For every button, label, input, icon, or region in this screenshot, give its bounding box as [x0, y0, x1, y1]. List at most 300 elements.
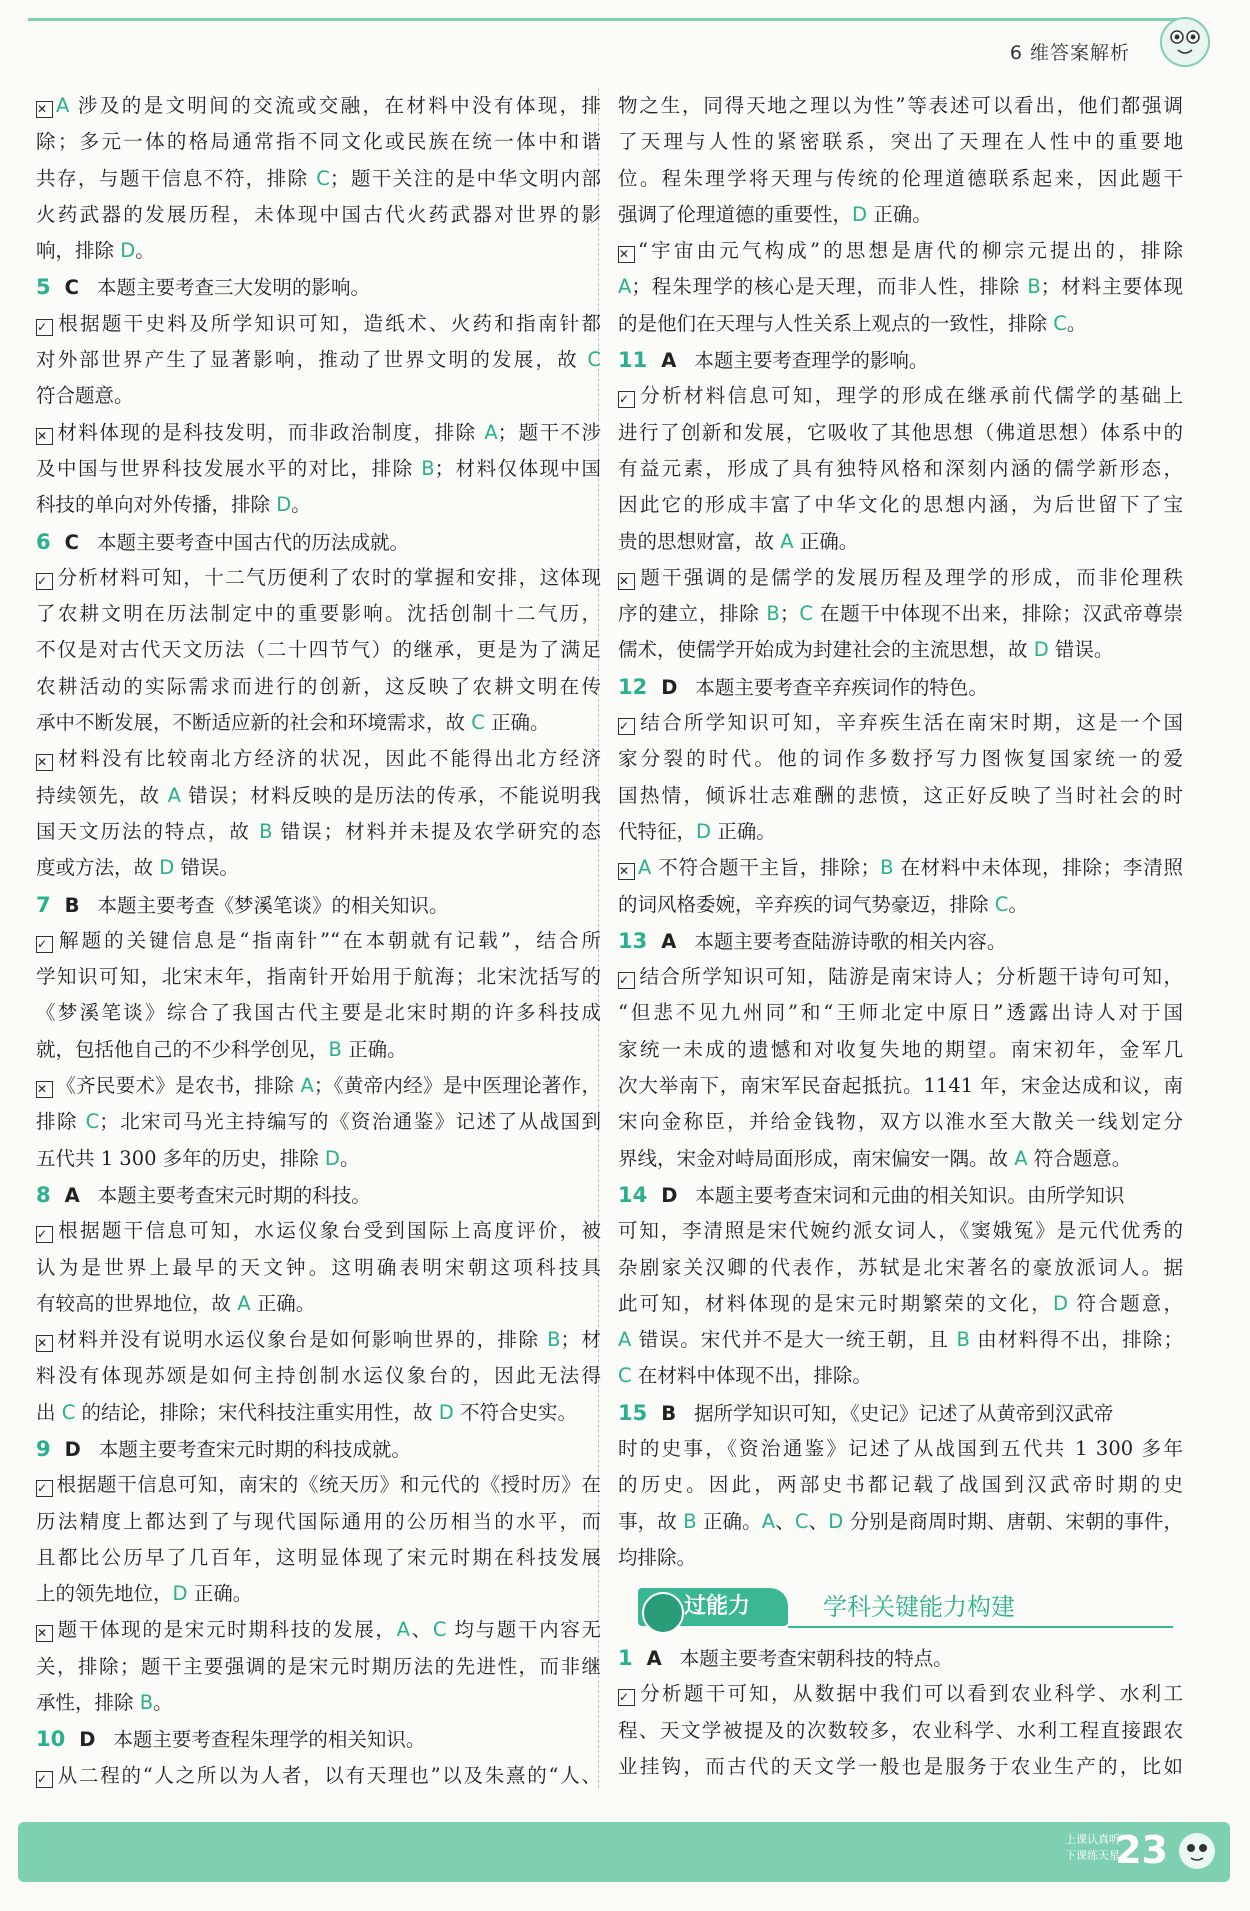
text-line	[618, 632, 1183, 668]
text-run: 、	[775, 1509, 795, 1533]
question-number: 5	[36, 275, 51, 300]
text-run: ；《黄帝内经》是中医理论著作，	[313, 1074, 601, 1098]
text-line	[36, 1467, 601, 1503]
text-run: 题干体现的是宋元时期科技的发展，	[56, 1618, 397, 1642]
text-run: 本题主要考查宋元时期的科技。	[97, 1183, 371, 1207]
text-run: 时的史事，《资治通鉴》记述了从战国到五代共 1 300 多年	[618, 1436, 1183, 1460]
text-run: ；材料主要体现	[1040, 275, 1183, 299]
text-run: 的是他们在天理与人性关系上观点的一致性，排除	[618, 311, 1054, 335]
text-run: 。	[1066, 311, 1087, 335]
text-line	[618, 1467, 1183, 1503]
answer-letter: D	[64, 1437, 81, 1461]
cross-box-icon: ✕	[36, 428, 53, 445]
text-run: 。	[153, 1691, 173, 1715]
text-run: 由材料得不出，排除；	[969, 1328, 1183, 1352]
question-answer-line	[618, 923, 1183, 959]
text-run: ；北宋司马光主持编写的《资治通鉴》记述了从战国到	[99, 1110, 601, 1134]
footer-bar	[18, 1822, 1230, 1882]
text-run: 科技的单向对外传播，排除	[36, 493, 277, 517]
option-letter: C	[1053, 311, 1067, 335]
text-run: 及中国与世界科技发展水平的对比，排除	[36, 456, 422, 480]
check-box-icon: ✓	[36, 936, 53, 953]
option-letter: A	[396, 1618, 410, 1642]
option-letter: B	[328, 1037, 342, 1061]
option-letter: D	[276, 493, 292, 517]
text-run: 错误。	[174, 856, 239, 880]
check-box-icon: ✓	[618, 718, 635, 735]
option-letter: C	[432, 1618, 447, 1642]
text-run: 就，包括他自己的不少科学创见，	[36, 1037, 329, 1061]
text-run: ；材	[560, 1328, 601, 1352]
question-number: 12	[618, 674, 648, 699]
text-run: 本题主要考查三大发明的影响。	[96, 276, 370, 300]
text-run: 贵的思想财富，故	[618, 529, 781, 553]
option-letter: B	[1027, 275, 1041, 299]
text-line	[618, 1358, 1183, 1394]
text-line	[36, 814, 601, 850]
text-line	[618, 1431, 1183, 1467]
option-letter: C	[618, 1364, 632, 1388]
text-line	[618, 487, 1183, 523]
text-line	[618, 1032, 1183, 1068]
left-column	[36, 88, 601, 1794]
question-number: 10	[36, 1727, 66, 1752]
text-run: 五代共 1 300 多年的历史，排除	[36, 1146, 325, 1170]
question-number: 15	[618, 1400, 648, 1425]
text-line	[36, 1612, 601, 1648]
text-line	[618, 524, 1183, 560]
answer-letter: A	[64, 1183, 80, 1207]
text-run: 宋向金称臣，并给金钱物，双方以淮水至大散关一线划定分	[618, 1110, 1183, 1134]
text-run: 根据题干信息可知，南宋的《统天历》和元代的《授时历》在	[56, 1473, 601, 1497]
text-run: 承性，排除	[36, 1691, 140, 1715]
option-letter: A	[761, 1509, 776, 1533]
text-run: ；题干不涉	[497, 420, 601, 444]
text-line	[618, 88, 1183, 124]
option-letter: D	[120, 239, 136, 263]
cross-box-icon: ✕	[618, 863, 635, 880]
option-letter: A	[484, 420, 498, 444]
text-run: 认为是世界上最早的天文钟。这明确表明宋朝这项科技具	[36, 1255, 601, 1279]
text-line	[618, 1676, 1183, 1712]
text-line	[618, 269, 1183, 305]
option-letter: C	[799, 602, 813, 626]
text-line	[36, 415, 601, 451]
text-run: 进行了创新和发展，它吸收了其他思想（佛道思想）体系中的	[618, 420, 1183, 444]
question-number: 7	[36, 892, 51, 917]
slogan-line-1: 上课认真听	[1065, 1833, 1120, 1846]
slogan-line-2: 下课练天星	[1065, 1849, 1120, 1862]
text-line	[36, 451, 601, 487]
text-run: 。	[291, 493, 311, 517]
text-line	[36, 560, 601, 596]
question-number: 6	[36, 529, 51, 554]
option-letter: C	[587, 348, 601, 372]
text-run: 的结论，排除；宋代科技注重实用性，故	[75, 1400, 439, 1424]
text-line	[36, 741, 601, 777]
text-run: 错误；材料反映的是历法的传承，不能说明我	[180, 783, 601, 807]
question-answer-line	[36, 1721, 601, 1757]
section-rule	[788, 1626, 1173, 1628]
text-run: 解题的关键信息是“指南针”“在本朝就有记载”，结合所	[56, 928, 601, 952]
text-line	[36, 596, 601, 632]
cross-box-icon: ✕	[36, 1335, 53, 1352]
badge-emblem-icon	[642, 1592, 684, 1634]
option-letter: A	[638, 856, 652, 880]
text-run: 代特征，	[618, 819, 697, 843]
option-letter: D	[852, 202, 868, 226]
text-run: 正确。	[867, 202, 932, 226]
text-run: 可知，李清照是宋代婉约派女词人，《窦娥冤》是元代优秀的	[618, 1219, 1183, 1243]
text-run: 结合所学知识可知，辛弃疾生活在南宋时期，这是一个国	[638, 711, 1183, 735]
text-line	[36, 1540, 601, 1576]
answer-letter: D	[79, 1728, 96, 1752]
text-run: 本题主要考查宋朝科技的特点。	[679, 1647, 953, 1671]
check-box-icon: ✓	[618, 1689, 635, 1706]
question-answer-line	[618, 1177, 1183, 1213]
option-letter: A	[618, 275, 632, 299]
text-run: 本题主要考查宋元时期的科技成就。	[98, 1437, 411, 1461]
text-line	[36, 995, 601, 1031]
text-line	[36, 1250, 601, 1286]
text-run: 物之生，同得天地之理以为性”等表述可以看出，他们都强调	[618, 94, 1183, 117]
option-letter: D	[696, 819, 712, 843]
text-run: 错误。	[1048, 638, 1114, 662]
text-run: 结合所学知识可知，陆游是南宋诗人；分析题干诗句可知，	[638, 965, 1183, 989]
answer-letter: D	[661, 675, 678, 699]
text-line	[36, 197, 601, 233]
text-run: 正确。	[484, 711, 550, 735]
text-line	[36, 1068, 601, 1104]
text-run: 有益元素，形成了具有独特风格和深刻内涵的儒学新形态，	[618, 456, 1183, 480]
option-letter: C	[316, 166, 330, 190]
question-answer-line	[36, 269, 601, 305]
text-line	[618, 415, 1183, 451]
text-run: 。	[135, 239, 155, 263]
text-run: 正确。	[711, 819, 776, 843]
text-line	[36, 1358, 601, 1394]
text-run: 且都比公历早了几百年，这明显体现了宋元时期在科技发展	[36, 1545, 601, 1569]
text-run: 分析材料可知，十二气历便利了农时的掌握和安排，这体现	[56, 565, 601, 589]
text-line	[618, 197, 1183, 233]
cross-box-icon: ✕	[618, 246, 635, 263]
text-line	[618, 1068, 1183, 1104]
text-run: 共存，与题干信息不符，排除	[36, 166, 317, 190]
text-run: 正确。	[696, 1509, 762, 1533]
option-letter: A	[237, 1291, 251, 1315]
text-run: 响，排除	[36, 239, 121, 263]
cross-box-icon: ✕	[36, 754, 53, 771]
text-run: 的词风格委婉，辛弃疾的词气势豪迈，排除	[618, 892, 995, 916]
text-run: 在材料中体现不出，排除。	[631, 1364, 872, 1388]
text-run: 了天理与人性的紧密联系，突出了天理在人性中的重要地	[618, 130, 1183, 154]
option-letter: A	[300, 1074, 314, 1098]
text-line	[618, 959, 1183, 995]
text-line	[36, 1141, 601, 1177]
text-run: 家统一未成的遗憾和对收复失地的期望。南宋初年，金军几	[618, 1037, 1183, 1061]
option-letter: C	[794, 1509, 809, 1533]
text-line	[618, 451, 1183, 487]
text-run: 程、天文学被提及的次数较多，农业科学、水利工程直接跟农	[618, 1718, 1183, 1742]
section-heading	[618, 1580, 1183, 1634]
option-letter: D	[828, 1509, 844, 1533]
text-run: 、	[808, 1509, 829, 1533]
text-run: ；材料仅体现中国	[434, 456, 601, 480]
text-line	[618, 1213, 1183, 1249]
mascot-icon	[1150, 10, 1220, 70]
answer-letter: C	[64, 530, 79, 554]
text-line	[36, 1286, 601, 1322]
text-run: 。	[339, 1146, 360, 1170]
option-letter: A	[780, 529, 794, 553]
text-run: 历法精度上都达到了与现代国际通用的公历相当的水平，而	[36, 1509, 601, 1533]
text-run: 本题主要考查宋词和元曲的相关知识。由所学知识	[695, 1183, 1125, 1207]
text-line	[618, 814, 1183, 850]
text-run: 本题主要考查程朱理学的相关知识。	[113, 1728, 426, 1752]
text-run: 位。程朱理学将天理与传统的伦理道德联系起来，因此题干	[618, 166, 1183, 190]
check-box-icon: ✓	[36, 573, 53, 590]
option-letter: C	[61, 1400, 76, 1424]
footer-slogan	[1065, 1832, 1120, 1864]
text-line	[36, 378, 601, 414]
text-line	[36, 88, 601, 124]
text-line	[618, 560, 1183, 596]
question-answer-line	[36, 524, 601, 560]
text-run: ；题干关注的是中华文明内部	[329, 166, 601, 190]
text-run: 正确。	[341, 1037, 407, 1061]
text-line	[618, 1540, 1183, 1576]
text-run: 本题主要考查中国古代的历法成就。	[96, 530, 409, 554]
text-line	[36, 161, 601, 197]
text-run: 。	[1008, 892, 1028, 916]
text-run: “宇宙由元气构成”的思想是唐代的柳宗元提出的，排除	[638, 239, 1183, 263]
question-answer-line	[618, 669, 1183, 705]
text-run: 根据题干史料及所学知识可知，造纸术、火药和指南针都	[56, 311, 601, 335]
text-run: 的历史。因此，两部史书都记载了战国到汉武帝时期的史	[618, 1473, 1183, 1497]
cross-box-icon: ✕	[36, 1081, 53, 1098]
text-line	[36, 669, 601, 705]
question-answer-line	[618, 1395, 1183, 1431]
text-run: ；程朱理学的核心是天理，而非人性，排除	[631, 275, 1028, 299]
text-run: 家分裂的时代。他的词作多数抒写力图恢复国家统一的爱	[618, 747, 1183, 771]
text-line	[618, 705, 1183, 741]
text-run: 业挂钩，而古代的天文学一般也是服务于农业生产的，比如	[618, 1755, 1183, 1779]
text-run: 序的建立，排除	[618, 602, 767, 626]
text-run: 排除	[36, 1110, 86, 1134]
question-number: 1	[618, 1646, 633, 1671]
page-number: 23	[1115, 1828, 1168, 1872]
text-run: 题干强调的是儒学的发展历程及理学的形成，而非伦理秩	[638, 565, 1183, 589]
text-line	[618, 1749, 1183, 1785]
text-line	[618, 1141, 1183, 1177]
text-run: 因此它的形成丰富了中华文化的思想内涵，为后世留下了宝	[618, 493, 1183, 517]
text-line	[36, 306, 601, 342]
text-run: 正确。	[793, 529, 859, 553]
text-run: 分析材料信息可知，理学的形成在继承前代儒学的基础上	[638, 384, 1183, 408]
answer-letter: C	[64, 276, 79, 300]
text-line	[36, 778, 601, 814]
text-line	[36, 1685, 601, 1721]
text-line	[618, 1250, 1183, 1286]
section-badge	[638, 1588, 788, 1626]
text-run: 在材料中未体现，排除；李清照	[893, 856, 1183, 880]
text-line	[36, 233, 601, 269]
text-run: 错误；材料并未提及农学研究的态	[272, 819, 601, 843]
text-run: 出	[36, 1400, 62, 1424]
option-letter: C	[85, 1110, 100, 1134]
text-run: 学知识可知，北宋末年，指南针开始用于航海；北宋沈括写的	[36, 965, 601, 989]
text-run: 度或方法，故	[36, 856, 160, 880]
text-line	[618, 1504, 1183, 1540]
option-letter: D	[172, 1582, 188, 1606]
text-line	[618, 233, 1183, 269]
page-header-title: 6 维答案解析	[1009, 42, 1130, 64]
text-line	[36, 850, 601, 886]
text-run: ；	[779, 602, 800, 626]
option-letter: B	[547, 1328, 561, 1352]
text-line	[36, 1322, 601, 1358]
text-run: 此可知，材料体现的是宋元时期繁荣的文化，	[618, 1291, 1054, 1315]
text-run: 根据题干信息可知，水运仪象台受到国际上高度评价，被	[56, 1219, 601, 1243]
text-line	[36, 632, 601, 668]
text-run: 儒术，使儒学开始成为封建社会的主流思想，故	[618, 638, 1034, 662]
answer-letter: A	[661, 349, 677, 373]
text-run: 在题干中体现不出来，排除；汉武帝尊崇	[812, 602, 1183, 626]
header-rule	[28, 18, 1178, 21]
text-line	[36, 1649, 601, 1685]
text-run: 农耕活动的实际需求而进行的创新，这反映了农耕文明在传	[36, 674, 601, 698]
text-line	[618, 1713, 1183, 1749]
text-run: 本题主要考查理学的影响。	[694, 349, 929, 373]
text-line	[36, 1758, 601, 1794]
text-run: 对外部世界产生了显著影响，推动了世界文明的发展，故	[36, 348, 588, 372]
text-run: 材料体现的是科技发明，而非政治制度，排除	[56, 420, 485, 444]
text-line	[36, 487, 601, 523]
text-run: 国天文历法的特点，故	[36, 819, 260, 843]
text-run: 材料没有比较南北方经济的状况，因此不能得出北方经济	[56, 747, 601, 771]
text-line	[36, 959, 601, 995]
text-line	[36, 1213, 601, 1249]
text-line	[36, 124, 601, 160]
option-letter: D	[159, 856, 175, 880]
text-line	[618, 378, 1183, 414]
text-line	[36, 1395, 601, 1431]
option-letter: C	[471, 711, 485, 735]
text-run: 符合题意。	[36, 384, 134, 408]
text-run: 符合题意，	[1068, 1291, 1183, 1315]
text-run: 不符合史实。	[453, 1400, 577, 1424]
answer-letter: B	[64, 893, 80, 917]
text-line	[618, 596, 1183, 632]
text-run: 本题主要考查辛弃疾词作的特色。	[695, 675, 988, 699]
text-run: “但悲不见九州同”和“王师北定中原日”透露出诗人对于国	[618, 1001, 1183, 1025]
text-run: 符合题意。	[1027, 1146, 1132, 1170]
text-run: 关，排除；题干主要强调的是宋元时期历法的先进性，而非继	[36, 1654, 601, 1678]
question-answer-line	[36, 887, 601, 923]
question-number: 9	[36, 1436, 51, 1461]
option-letter: D	[1053, 1291, 1069, 1315]
text-run: 承中不断发展，不断适应新的社会和环境需求，故	[36, 711, 472, 735]
text-run: 界线，宋金对峙局面形成，南宋偏安一隅。故	[618, 1146, 1015, 1170]
check-box-icon: ✓	[618, 391, 635, 408]
answer-letter: A	[661, 929, 677, 953]
text-run: 分析题干可知，从数据中我们可以看到农业科学、水利工	[638, 1682, 1183, 1706]
text-line	[36, 1032, 601, 1068]
text-run: 、	[409, 1618, 433, 1642]
text-run: 不符合题干主旨，排除；	[651, 856, 881, 880]
footer-mascot-icon	[1172, 1826, 1222, 1876]
text-run: 杂剧家关汉卿的代表作，苏轼是北宋著名的豪放派词人。据	[618, 1255, 1183, 1279]
answer-letter: A	[646, 1647, 662, 1671]
text-line	[36, 342, 601, 378]
text-run: 事，故	[618, 1509, 684, 1533]
option-letter: C	[994, 892, 1009, 916]
text-run: 从二程的“人之所以为人者，以有天理也”以及朱熹的“人、	[56, 1763, 601, 1787]
text-line	[618, 306, 1183, 342]
option-letter: B	[880, 856, 894, 880]
text-line	[618, 1322, 1183, 1358]
cross-box-icon: ✕	[36, 1625, 53, 1642]
text-line	[618, 161, 1183, 197]
option-letter: A	[618, 1328, 632, 1352]
text-line	[618, 887, 1183, 923]
option-letter: B	[766, 602, 780, 626]
option-letter: A	[56, 94, 70, 117]
text-run: 错误。宋代并不是大一统王朝，且	[631, 1328, 957, 1352]
check-box-icon: ✓	[618, 972, 635, 989]
text-line	[618, 850, 1183, 886]
text-line	[618, 1104, 1183, 1140]
text-line	[36, 923, 601, 959]
text-run: 本题主要考查陆游诗歌的相关内容。	[694, 929, 1007, 953]
text-run: 上的领先地位，	[36, 1582, 173, 1606]
right-column	[618, 88, 1183, 1785]
question-answer-line	[618, 342, 1183, 378]
text-run: 均与题干内容无	[446, 1618, 601, 1642]
cross-box-icon: ✕	[36, 101, 53, 118]
text-run: 分别是商周时期、唐朝、宋朝的事件，	[843, 1509, 1183, 1533]
text-run: 除；多元一体的格局通常指不同文化或民族在统一体中和谐	[36, 130, 601, 154]
text-run: 正确。	[187, 1582, 253, 1606]
option-letter: B	[683, 1509, 697, 1533]
text-run: 涉及的是文明间的交流或交融，在材料中没有体现，排	[69, 94, 601, 117]
text-line	[36, 1504, 601, 1540]
cross-box-icon: ✕	[618, 573, 635, 590]
answer-letter: D	[661, 1183, 678, 1207]
check-box-icon: ✓	[36, 1480, 53, 1497]
question-answer-line	[618, 1640, 1183, 1676]
question-number: 13	[618, 928, 648, 953]
text-run: 国热情，倾诉壮志难酬的悲愤，这正好反映了当时社会的时	[618, 783, 1183, 807]
text-run: 本题主要考查《梦溪笔谈》的相关知识。	[97, 893, 449, 917]
option-letter: A	[1014, 1146, 1028, 1170]
text-run: 《齐民要术》是农书，排除	[56, 1074, 301, 1098]
text-run: 次大举南下，南宋军民奋起抵抗。1141 年，宋金达成和议，南	[618, 1074, 1183, 1098]
text-line	[36, 1104, 601, 1140]
text-run: 据所学知识可知，《史记》记述了从黄帝到汉武帝	[694, 1401, 1114, 1425]
section-title: 学科关键能力构建	[823, 1593, 1015, 1622]
text-run: 持续领先，故	[36, 783, 168, 807]
option-letter: B	[139, 1691, 154, 1715]
text-run: 《梦溪笔谈》综合了我国古代主要是北宋时期的许多科技成	[36, 1001, 601, 1025]
option-letter: B	[259, 819, 273, 843]
text-line	[618, 995, 1183, 1031]
check-box-icon: ✓	[36, 1226, 53, 1243]
text-run: 料没有体现苏颂是如何主持创制水运仪象台的，因此无法得	[36, 1364, 601, 1388]
option-letter: D	[438, 1400, 454, 1424]
text-run: 火药武器的发展历程，未体现中国古代火药武器对世界的影	[36, 202, 601, 226]
text-line	[618, 124, 1183, 160]
